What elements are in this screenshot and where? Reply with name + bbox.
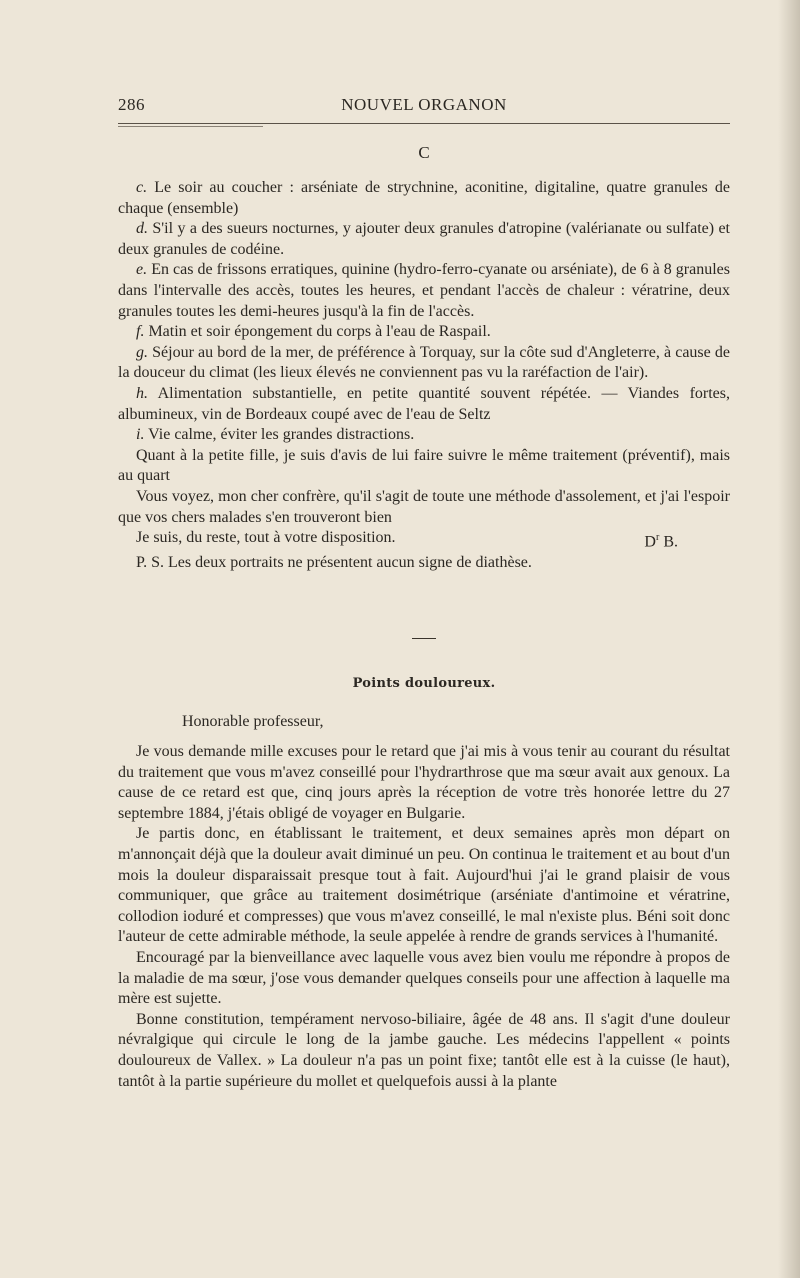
signature-sup: r xyxy=(655,532,660,544)
item-text: Séjour au bord de la mer, de préférence à Torquay, sur la côte sud d'Angleterre, à cause de la douceur du climat (les lieux élevés ne conviennent pas vu la raréfaction de l'air). xyxy=(118,343,730,382)
running-title: NOUVEL ORGANON xyxy=(341,95,507,114)
item-text: Quant à la petite fille, je suis d'avis de lui faire suivre le même traitement (préventif), mais au quart xyxy=(118,446,730,485)
signature-suffix: B. xyxy=(659,533,678,551)
prescription-section xyxy=(118,178,730,574)
item-label: d. xyxy=(136,220,148,238)
paragraph xyxy=(118,322,730,343)
header-rule xyxy=(118,123,730,124)
item-label: g. xyxy=(136,343,148,361)
paragraph xyxy=(118,178,730,219)
section-heading: Points douloureux. xyxy=(352,676,496,691)
paragraph: Je vous demande mille excuses pour le retard que j'ai mis à vous tenir au courant du résultat du traitement que vous m'avez conseillé pour l'hydrarthrose que ma sœur avait aux genoux. La cause de ce retard est que, cinq jours après la réception de votre très honorée lettre du 27 septembre 1884, j'étais obligé de voyager en Bulgarie. xyxy=(118,743,730,822)
salutation: Honorable professeur, xyxy=(182,713,324,730)
item-text: Matin et soir épongement du corps à l'eau de Raspail. xyxy=(148,323,491,341)
item-text: Vie calme, éviter les grandes distractions. xyxy=(148,426,415,444)
paragraph: Bonne constitution, tempérament nervoso-biliaire, âgée de 48 ans. Il s'agit d'une douleur névralgique qui circule le long de la jambe gauche. Les médecins l'appellent « points douloureux de Vallex. » La douleur n'a pas un point fixe; tantôt elle est à la cuisse (le haut), tantôt à la partie supérieure du mollet et quelquefois aussi à la plante xyxy=(118,1010,730,1090)
item-label: f. xyxy=(136,323,145,341)
signature-line xyxy=(118,528,730,553)
item-text: Alimentation substantielle, en petite quantité souvent répétée. — Viandes fortes, albumineux, vin de Bordeaux coupé avec de l'eau de Seltz xyxy=(118,384,730,423)
signature xyxy=(644,528,730,553)
header-rule-secondary xyxy=(118,126,263,127)
paragraph xyxy=(118,487,730,528)
page-header xyxy=(118,93,730,119)
paragraph xyxy=(118,425,730,446)
item-label: e. xyxy=(136,261,148,279)
item-text: Vous voyez, mon cher confrère, qu'il s'agit de toute une méthode d'assolement, et j'ai l'espoir que vos chers malades s'en trouveront bien xyxy=(118,487,730,526)
closing-text: Je suis, du reste, tout à votre disposition. xyxy=(136,529,396,547)
section-letter: C xyxy=(418,143,430,162)
page-number: 286 xyxy=(118,95,145,114)
paragraph xyxy=(118,260,730,322)
paragraph xyxy=(118,384,730,425)
page-edge-shadow xyxy=(778,0,800,1278)
paragraph: Encouragé par la bienveillance avec laquelle vous avez bien voulu me répondre à propos de la maladie de ma sœur, j'ose vous demander quelques conseils pour une affection à laquelle ma mère est sujette. xyxy=(118,948,730,1008)
paragraph: Je partis donc, en établissant le traitement, et deux semaines après mon départ on m'annonçait déjà que la douleur avait diminué un peu. On continua le traitement et au bout d'un mois la douleur disparaissait presque tout à fait. Aujourd'hui j'ai le grand plaisir de vous communiquer, que grâce au traitement dosimétrique (arséniate d'antimoine et vératrine, collodion ioduré et compresses) que vous m'avez conseillé, le mal n'existe plus. Béni soit donc l'auteur de cette admirable méthode, la seule appelée à rendre de grands services à l'humanité. xyxy=(118,825,730,946)
item-label: h. xyxy=(136,384,148,402)
section-separator xyxy=(412,638,436,639)
item-label: i. xyxy=(136,426,145,444)
paragraph xyxy=(118,219,730,260)
signature-prefix: D xyxy=(644,533,656,551)
item-text: S'il y a des sueurs nocturnes, y ajouter deux granules d'atropine (valérianate ou sulfate) et deux granules de codéine. xyxy=(118,220,730,258)
letter-section xyxy=(118,742,730,1092)
item-text: Le soir au coucher : arséniate de strychnine, aconitine, digitaline, quatre granules de chaque (ensemble) xyxy=(118,179,731,217)
item-label: c. xyxy=(136,179,148,196)
postscript: P. S. Les deux portraits ne présentent aucun signe de diathèse. xyxy=(136,554,532,572)
paragraph xyxy=(118,343,730,384)
paragraph xyxy=(118,446,730,487)
item-text: En cas de frissons erratiques, quinine (hydro-ferro-cyanate ou arséniate), de 6 à 8 granules dans l'intervalle des accès, toutes les heures, et pendant l'accès de chaleur : vératrine, deux granules toutes les demi-heures jusqu'à la fin de l'accès. xyxy=(118,261,731,320)
